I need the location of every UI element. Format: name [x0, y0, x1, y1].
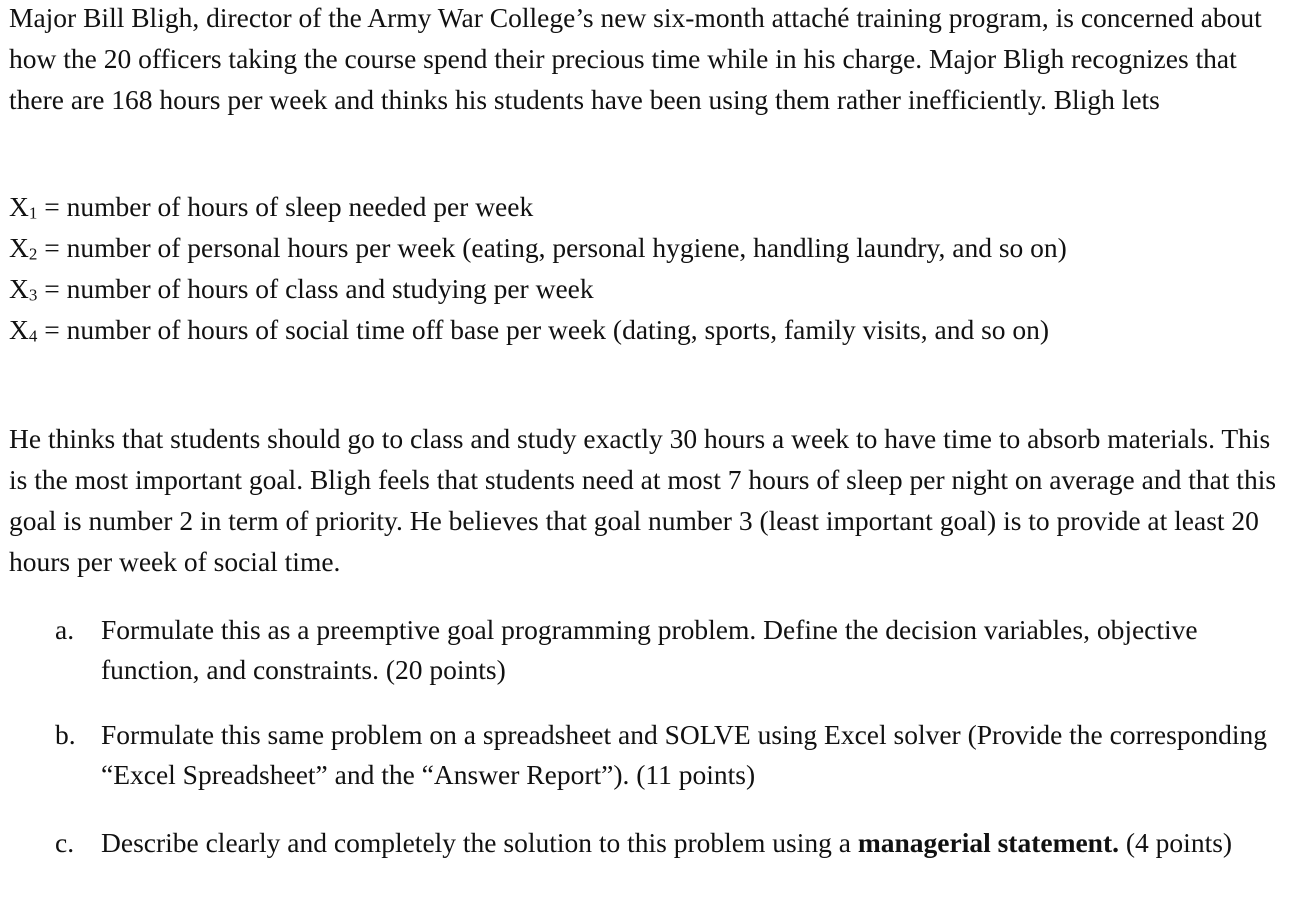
intro-paragraph: Major Bill Bligh, director of the Army War College’s new six-month attaché training program, is concerned about how the 20 officers taking the course spend their precious time while in his charge. Major Bligh recognizes that there are 168 hours per week and thinks his students have been using them rather inefficiently. Bligh lets: [9, 2, 1262, 115]
question-text: Describe clearly and completely the solution to this problem using a managerial statement. (4 points): [101, 827, 1233, 858]
question-letter: b.: [55, 719, 76, 750]
question-letter: c.: [55, 827, 75, 858]
variable-x4: $X_4$ = number of hours of social time off base per week (dating, sports, family visits, and so on): [9, 314, 1050, 346]
variable-definitions: [9, 186, 1293, 350]
question-text: Formulate this as a preemptive goal programming problem. Define the decision variables, objective function, and constraints. (20 points): [101, 614, 1198, 685]
goals-paragraph: He thinks that students should go to class and study exactly 30 hours a week to have time to absorb materials. This is the most important goal. Bligh feels that students need at most 7 hours of sleep per night on average and that this goal is number 2 in term of priority. He believes that goal number 3 (least important goal) is to provide at least 20 hours per week of social time.: [9, 423, 1277, 577]
variable-x3: $X_3$ = number of hours of class and studying per week: [9, 273, 594, 305]
variable-x2: $X_2$ = number of personal hours per week (eating, personal hygiene, handling laundry, and so on): [9, 232, 1067, 264]
question-text: Formulate this same problem on a spreadsheet and SOLVE using Excel solver (Provide the corresponding “Excel Spreadsheet” and the “Answer Report”). (11 points): [101, 719, 1267, 790]
emphasis-managerial-statement: managerial statement.: [857, 827, 1120, 858]
question-letter: a.: [55, 614, 75, 645]
variable-x1: $X_1$ = number of hours of sleep needed per week: [9, 191, 534, 223]
